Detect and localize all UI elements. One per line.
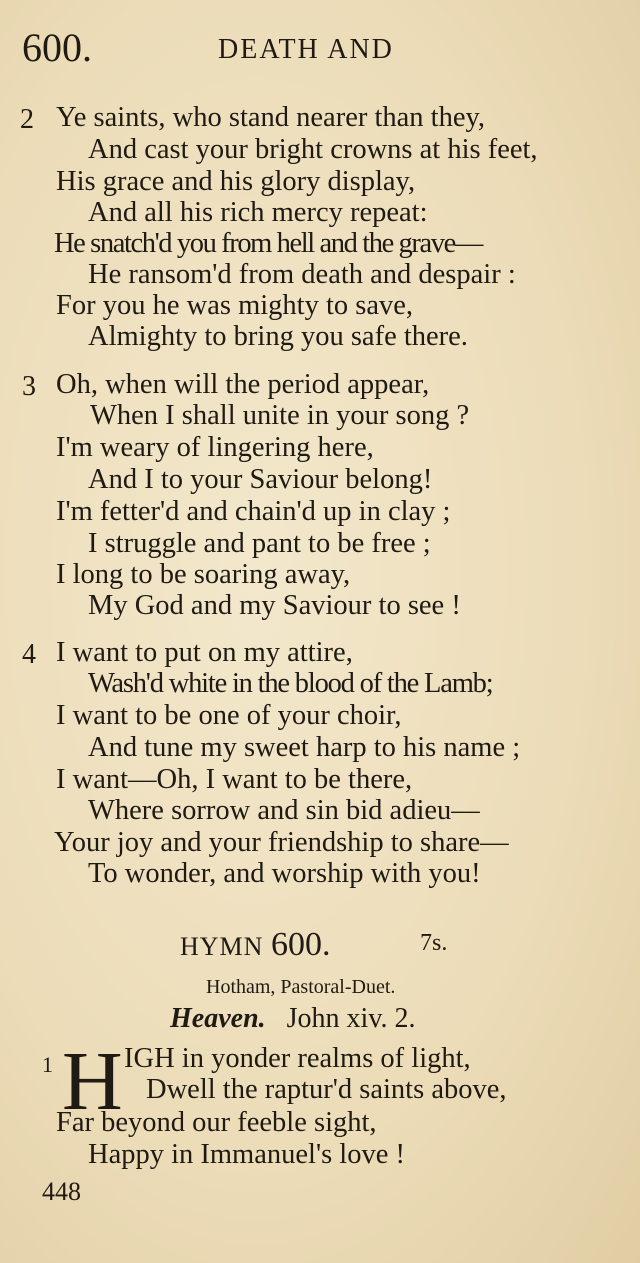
verse-line: Happy in Immanuel's love ! bbox=[88, 1139, 405, 1170]
verse-line: I struggle and pant to be free ; bbox=[88, 528, 431, 559]
hymn-label: HYMN bbox=[180, 932, 264, 961]
scripture-reference: John xiv. 2. bbox=[286, 1003, 416, 1034]
verse-line: I want to be one of your choir, bbox=[56, 700, 402, 731]
stanza-number: 3 bbox=[22, 371, 36, 402]
verse-line: To wonder, and worship with you! bbox=[88, 858, 481, 889]
verse-line: And tune my sweet harp to his name ; bbox=[88, 732, 521, 763]
tune-name: Hotham, Pastoral-Duet. bbox=[206, 976, 396, 998]
hymn-subject bbox=[170, 1003, 416, 1035]
verse-line: Far beyond our feeble sight, bbox=[56, 1107, 377, 1138]
verse-line: Dwell the raptur'd saints above, bbox=[146, 1074, 507, 1105]
stanza-number: 4 bbox=[22, 639, 36, 670]
verse-line: When I shall unite in your song ? bbox=[90, 400, 470, 431]
page-number: 600. bbox=[22, 25, 92, 70]
verse-line: I want—Oh, I want to be there, bbox=[56, 764, 413, 795]
verse-line: My God and my Saviour to see ! bbox=[88, 590, 461, 621]
verse-line: Oh, when will the period appear, bbox=[56, 369, 430, 400]
verse-line: His grace and his glory display, bbox=[56, 166, 416, 197]
signature-mark: 448 bbox=[42, 1177, 81, 1206]
verse-line: He ransom'd from death and despair : bbox=[88, 259, 516, 290]
verse-line: He snatch'd you from hell and the grave— bbox=[54, 228, 482, 259]
hymn-number: 600. bbox=[270, 926, 331, 963]
verse-line: Almighty to bring you safe there. bbox=[88, 321, 468, 352]
hymn-meter: 7s. bbox=[420, 930, 448, 956]
verse-line: IGH in yonder realms of light, bbox=[124, 1043, 471, 1074]
verse-line: I'm fetter'd and chain'd up in clay ; bbox=[56, 496, 451, 527]
verse-line: Your joy and your friendship to share— bbox=[54, 827, 509, 858]
subject-title: Heaven. bbox=[170, 1003, 266, 1034]
verse-line: Where sorrow and sin bid adieu— bbox=[88, 795, 480, 826]
drop-cap: H bbox=[62, 1035, 123, 1128]
verse-line: And cast your bright crowns at his feet, bbox=[88, 134, 538, 165]
hymn-title bbox=[180, 926, 330, 964]
verse-line: Ye saints, who stand nearer than they, bbox=[56, 102, 486, 133]
verse-line: I want to put on my attire, bbox=[56, 637, 353, 668]
verse-line: Wash'd white in the blood of the Lamb; bbox=[88, 668, 493, 699]
verse-line: For you he was mighty to save, bbox=[56, 290, 414, 321]
verse-line: I long to be soaring away, bbox=[56, 559, 351, 590]
stanza-number: 2 bbox=[20, 104, 34, 135]
stanza-number: 1 bbox=[42, 1052, 53, 1077]
verse-line: And I to your Saviour belong! bbox=[88, 464, 433, 495]
verse-line: I'm weary of lingering here, bbox=[56, 432, 374, 463]
verse-line: And all his rich mercy repeat: bbox=[88, 197, 428, 228]
running-title: DEATH AND bbox=[218, 34, 394, 65]
